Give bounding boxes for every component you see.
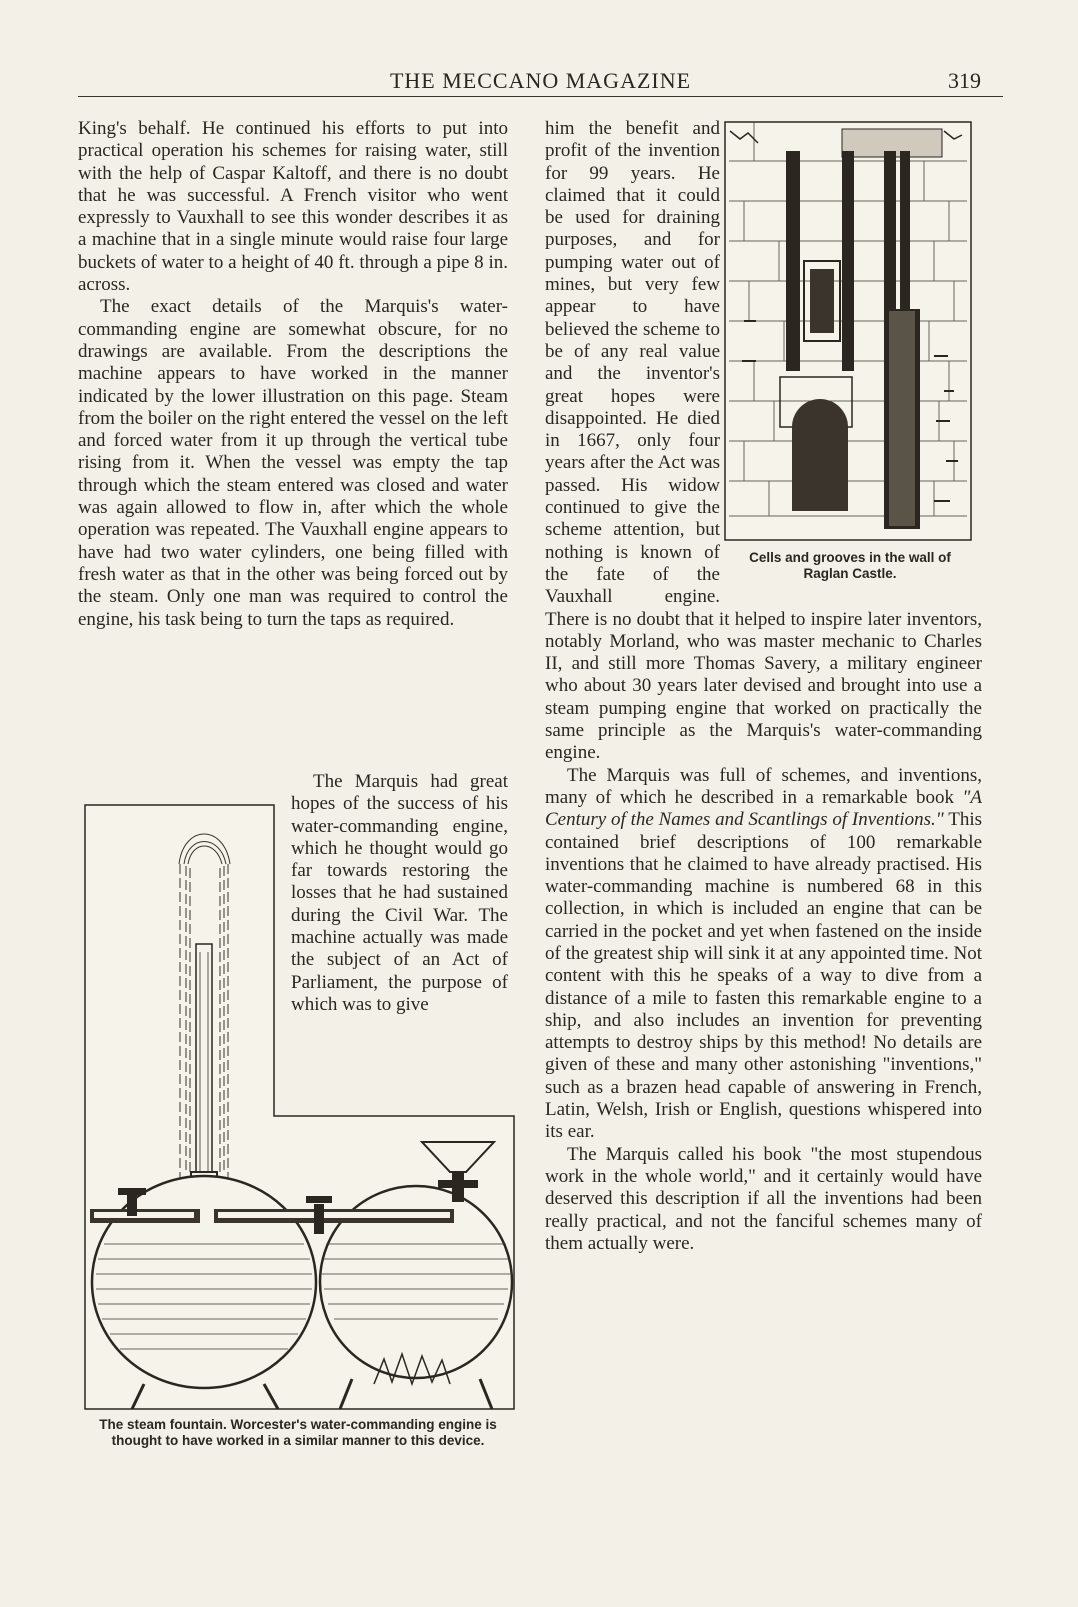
paragraph	[545, 765, 982, 1144]
book-title: "A Century of the Names and Scantlings of Inventions."	[545, 786, 982, 831]
paragraph: King's behalf. He continued his efforts to put into practical operation his schemes for raising water, still with the help of Caspar Kaltoff, and there is no doubt that he was successful. A French visitor who went expressly to Vauxhall to see this wonder describes it as a machine that in a single minute would raise four large buckets of water to a height of 40 ft. through a pipe 8 in. across.	[78, 118, 508, 296]
magazine-title: THE MECCANO MAGAZINE	[389, 68, 692, 93]
paragraph: The Marquis had great hopes of the success of his water-commanding engine, which he thought would go far towards restoring the losses that he had sustained during the Civil War. The machine actually was made the subject of an Act of Parliament, the purpose of which was to give	[291, 771, 508, 1015]
paragraph: him the benefit and profit of the invention for 99 years. He claimed that it could be used for draining purposes, and for pumping water out of mines, but very few appear to have believed the scheme to be of any real value and the inventor's great hopes were disappointed. He died in 1667, only four years after the Act was passed. His widow continued to give the scheme attention, but nothing is known of the fate of the Vauxhall engine. There is no doubt that it helped to inspire later inventors, notably Morland, who was master mechanic to Charles II, and still more Thomas Savery, a military engineer who about 30 years later devised and brought into use a steam pumping engine that worked on practically the same principle as the Marquis's water-commanding engine.	[545, 118, 982, 764]
page-number: 319	[948, 68, 981, 93]
castle-figure-caption: Cells and grooves in the wall of Raglan Castle.	[749, 550, 951, 581]
paragraph-part: This contained brief descriptions of 100 remarkable inventions that he claimed to have already practised. His water-commanding machine is numbered 68 in this collection, in which is included an engine that can be carried in the pocket and yet when fastened on the inside of the greatest ship will sink it at any appointed time. Not content with this he speaks of a way to dive from a distance of a mile to fasten this remarkable engine to a ship, and also includes an invention for preventing attempts to destroy ships by this method! No details are given of these and many other astonishing "inventions," such as a brazen head capable of answering in French, Latin, Welsh, Irish or English, questions whispered into its ear.	[545, 809, 982, 1143]
paragraph: The exact details of the Marquis's water-commanding engine are somewhat obscure, for no drawings are available. From the descriptions the machine appears to have worked in the manner indicated by the lower illustration on this page. Steam from the boiler on the right entered the vessel on the left and forced water from it up through the vertical tube rising from it. When the vessel was empty the tap through which the steam entered was closed and water was again allowed to flow in, after which the whole operation was repeated. The Vauxhall engine appears to have had two water cylinders, one being filled with fresh water as that in the other was being forced out by the steam. Only one man was required to control the engine, his task being to turn the taps as required.	[78, 296, 508, 630]
paragraph-part: The Marquis was full of schemes, and inventions, many of which he described in a remarkable book	[545, 764, 982, 808]
paragraph: The Marquis called his book "the most stupendous work in the whole world," and it certainly would have deserved this description if all the inventions had been really practical, and not the fanciful schemes many of them actually were.	[545, 1143, 982, 1254]
left-column-text	[78, 118, 508, 631]
steam-fountain-illustration	[84, 804, 515, 1410]
page-header	[78, 66, 1003, 97]
fountain-figure-caption: The steam fountain. Worcester's water-commanding engine is thought to have worked in a similar manner to this device.	[99, 1417, 497, 1448]
castle-wall-illustration	[724, 121, 972, 541]
